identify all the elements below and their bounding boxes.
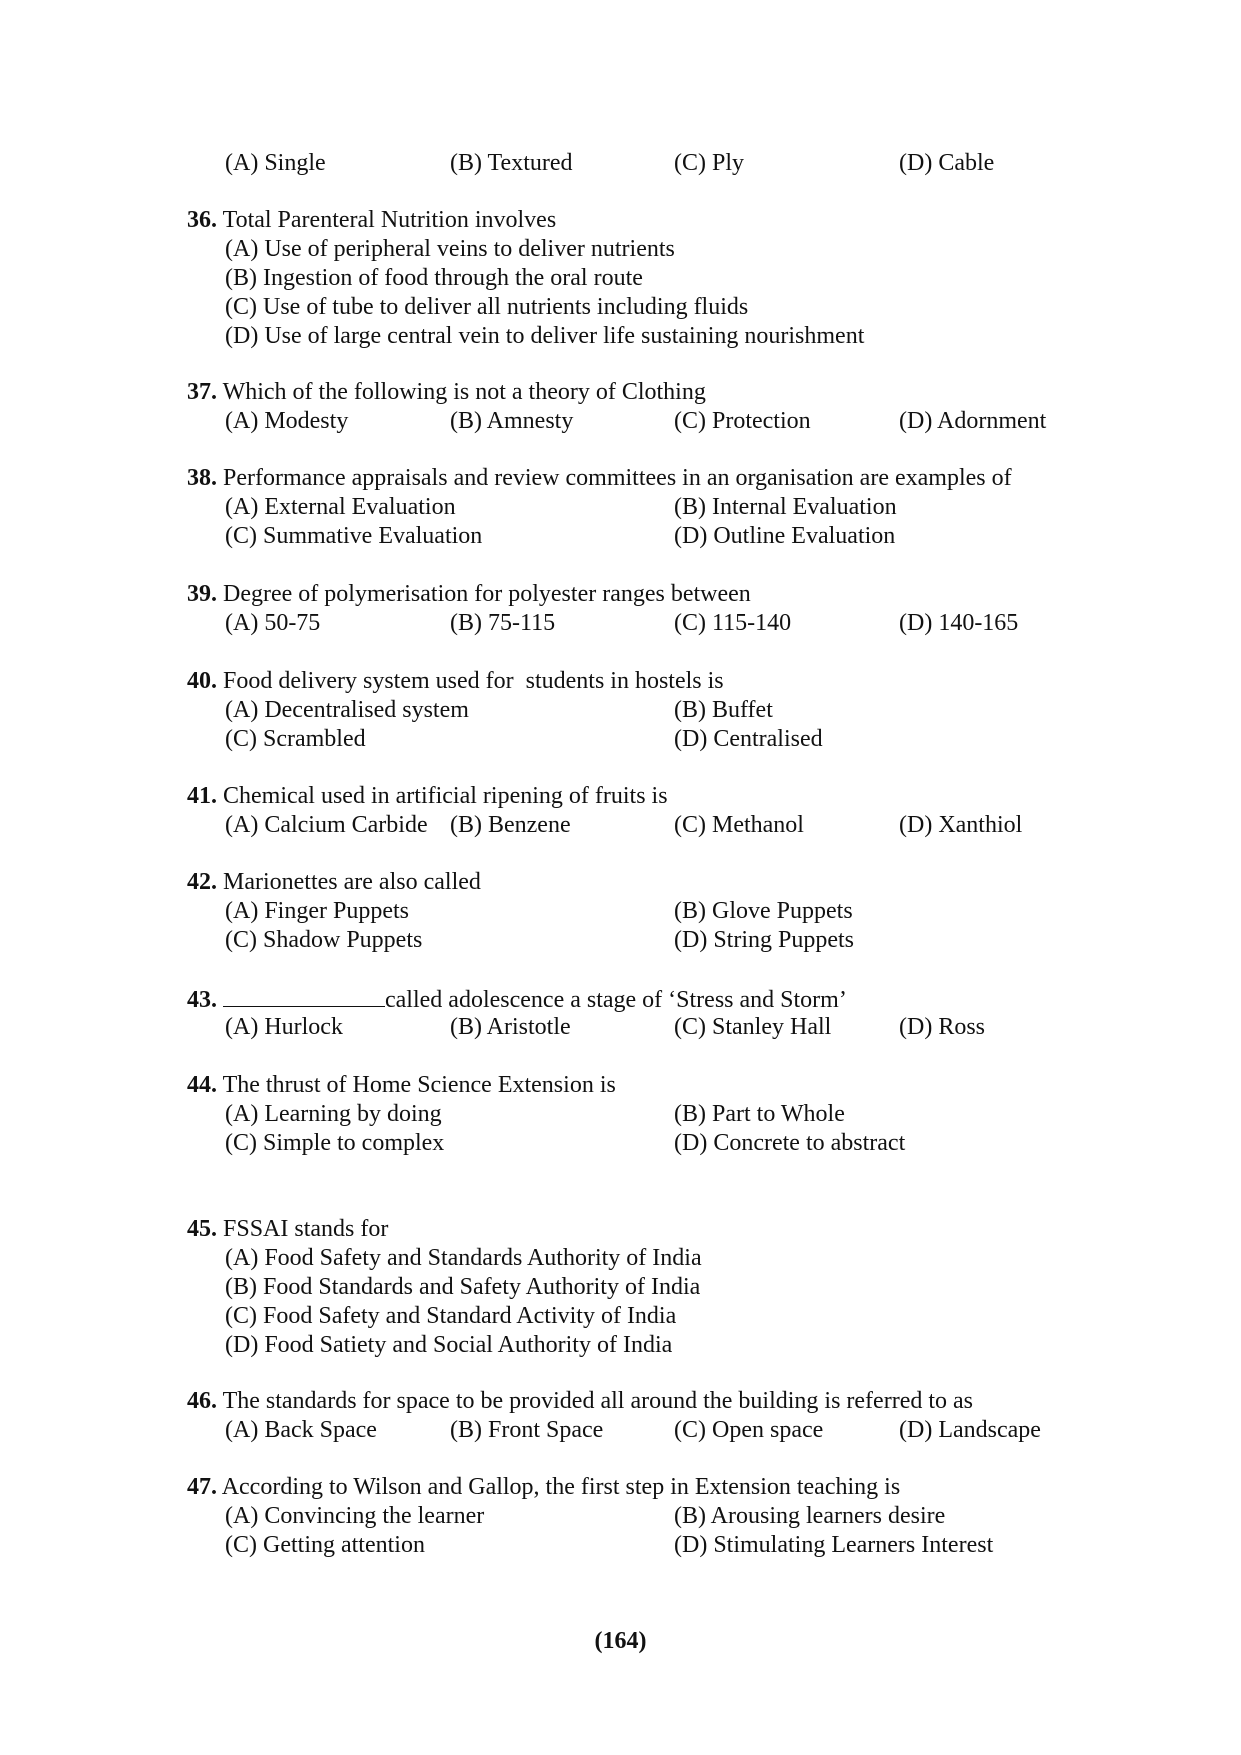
question-text: 46. The standards for space to be provided all around the building is referred to as	[187, 1388, 973, 1414]
option: (B) Buffet	[674, 697, 773, 723]
option: (C) Scrambled	[225, 726, 366, 752]
option: (A) Finger Puppets	[225, 898, 409, 924]
option: (A) Single	[225, 150, 326, 176]
option: (C) Open space	[674, 1417, 824, 1443]
option: (C) Stanley Hall	[674, 1014, 832, 1040]
option: (D) Use of large central vein to deliver life sustaining nourishment	[225, 323, 865, 349]
question-number: 41.	[187, 783, 217, 809]
option: (A) Back Space	[225, 1417, 377, 1443]
question-number: 42.	[187, 869, 217, 895]
option: (B) Food Standards and Safety Authority of India	[225, 1274, 701, 1300]
option: (B) Aristotle	[450, 1014, 571, 1040]
option: (C) Protection	[674, 408, 811, 434]
question-number: 40.	[187, 668, 217, 694]
option: (B) 75-115	[450, 610, 556, 636]
option: (D) Landscape	[899, 1417, 1041, 1443]
question-number: 47.	[187, 1474, 217, 1500]
option: (C) Summative Evaluation	[225, 523, 483, 549]
question-number: 37.	[187, 379, 217, 405]
option: (C) Food Safety and Standard Activity of India	[225, 1303, 677, 1329]
option: (B) Front Space	[450, 1417, 604, 1443]
option: (A) Food Safety and Standards Authority of India	[225, 1245, 702, 1271]
option: (D) Outline Evaluation	[674, 523, 896, 549]
option: (C) Methanol	[674, 812, 804, 838]
option: (B) Amnesty	[450, 408, 574, 434]
option: (C) Ply	[674, 150, 745, 176]
option: (D) Food Satiety and Social Authority of India	[225, 1332, 673, 1358]
page-number: (164)	[594, 1628, 647, 1654]
question-text: 42. Marionettes are also called	[187, 869, 481, 895]
question-text: 47. According to Wilson and Gallop, the first step in Extension teaching is	[187, 1474, 901, 1500]
option: (A) Decentralised system	[225, 697, 469, 723]
option: (C) Simple to complex	[225, 1130, 445, 1156]
option: (B) Glove Puppets	[674, 898, 853, 924]
answer-blank	[223, 984, 385, 1007]
option: (B) Benzene	[450, 812, 571, 838]
question-text: 43. called adolescence a stage of ‘Stress and Storm’	[187, 984, 847, 1015]
question-text: 38. Performance appraisals and review committees in an organisation are examples of	[187, 465, 1012, 491]
option: (D) String Puppets	[674, 927, 854, 953]
option: (D) Stimulating Learners Interest	[674, 1532, 994, 1558]
question-text: 41. Chemical used in artificial ripening of fruits is	[187, 783, 668, 809]
option: (C) Shadow Puppets	[225, 927, 423, 953]
option: (D) Concrete to abstract	[674, 1130, 906, 1156]
option: (A) External Evaluation	[225, 494, 456, 520]
option: (B) Part to Whole	[674, 1101, 845, 1127]
option: (D) Adornment	[899, 408, 1047, 434]
question-text: 45. FSSAI stands for	[187, 1216, 389, 1242]
question-number: 46.	[187, 1388, 217, 1414]
option: (A) Hurlock	[225, 1014, 343, 1040]
option: (B) Arousing learners desire	[674, 1503, 946, 1529]
option: (D) Ross	[899, 1014, 986, 1040]
option: (B) Ingestion of food through the oral route	[225, 265, 643, 291]
question-text: 39. Degree of polymerisation for polyester ranges between	[187, 581, 751, 607]
option: (A) Learning by doing	[225, 1101, 442, 1127]
option: (A) Calcium Carbide	[225, 812, 428, 838]
question-text: 44. The thrust of Home Science Extension is	[187, 1072, 616, 1098]
option: (C) 115-140	[674, 610, 792, 636]
q35-options	[0, 149, 1241, 178]
question-number: 44.	[187, 1072, 217, 1098]
option: (A) Modesty	[225, 408, 349, 434]
option: (C) Getting attention	[225, 1532, 425, 1558]
question-number: 38.	[187, 465, 217, 491]
question-text: 40. Food delivery system used for students in hostels is	[187, 668, 724, 694]
option: (A) 50-75	[225, 610, 321, 636]
question-text: 37. Which of the following is not a theory of Clothing	[187, 379, 706, 405]
option: (A) Use of peripheral veins to deliver nutrients	[225, 236, 675, 262]
option: (B) Textured	[450, 150, 573, 176]
question-number: 39.	[187, 581, 217, 607]
option: (D) Centralised	[674, 726, 823, 752]
option: (B) Internal Evaluation	[674, 494, 897, 520]
option: (C) Use of tube to deliver all nutrients including fluids	[225, 294, 749, 320]
question-number: 36.	[187, 207, 217, 233]
question-number: 43.	[187, 987, 217, 1013]
option: (D) Cable	[899, 150, 995, 176]
option: (A) Convincing the learner	[225, 1503, 485, 1529]
option: (D) 140-165	[899, 610, 1019, 636]
question-number: 45.	[187, 1216, 217, 1242]
option: (D) Xanthiol	[899, 812, 1023, 838]
question-text: 36. Total Parenteral Nutrition involves	[187, 207, 557, 233]
